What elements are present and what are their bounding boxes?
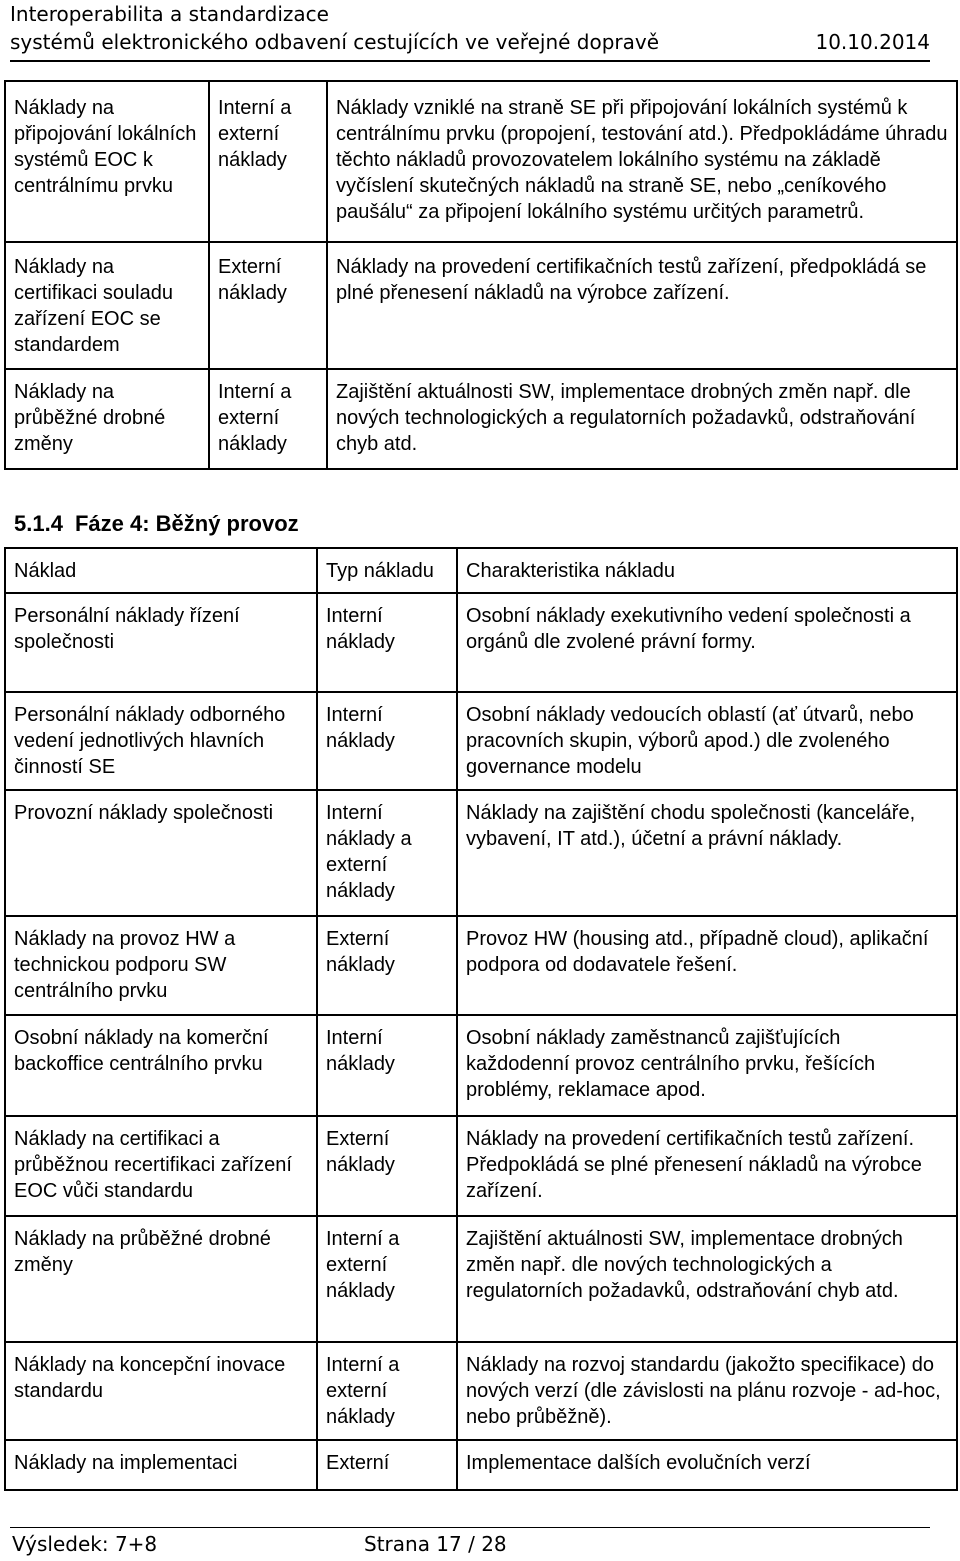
operation-cost-table: [4, 547, 958, 1491]
type-cell: Interní a externí náklady: [209, 81, 327, 242]
table-row: [5, 81, 957, 242]
cost-cell: Náklady na průběžné drobné změny: [5, 1216, 317, 1342]
type-cell: Externí: [317, 1440, 457, 1490]
type-cell: Interní a externí náklady: [209, 369, 327, 469]
table-row: [5, 1440, 957, 1490]
table-row: [5, 1015, 957, 1116]
column-header-cost: Náklad: [5, 548, 317, 593]
type-cell: Interní a externí náklady: [317, 1342, 457, 1440]
cost-cell: Náklady na koncepční inovace standardu: [5, 1342, 317, 1440]
continued-cost-table: [4, 80, 958, 470]
page-header: [10, 2, 930, 60]
table-row: [5, 790, 957, 916]
footer-result: Výsledek: 7+8: [12, 1532, 158, 1556]
type-cell: Interní náklady a externí náklady: [317, 790, 457, 916]
table-header-row: [5, 548, 957, 593]
footer-rule: [10, 1527, 930, 1528]
column-header-type: Typ nákladu: [317, 548, 457, 593]
description-cell: Osobní náklady vedoucích oblastí (ať útvarů, nebo pracovních skupin, výborů apod.) dle zvoleného governance modelu: [457, 692, 957, 790]
description-cell: Osobní náklady zaměstnanců zajišťujících každodenní provoz centrálního prvku, řešících problémy, reklamace apod.: [457, 1015, 957, 1116]
footer-page-number: Strana 17 / 28: [364, 1532, 507, 1556]
table-row: [5, 1342, 957, 1440]
cost-cell: Osobní náklady na komerční backoffice centrálního prvku: [5, 1015, 317, 1116]
type-cell: Externí náklady: [317, 916, 457, 1015]
section-title: Fáze 4: Běžný provoz: [74, 511, 299, 536]
section-heading: [14, 511, 299, 537]
description-cell: Zajištění aktuálnosti SW, implementace drobných změn např. dle nových technologických a regulatorních požadavků, odstraňování chyb atd.: [457, 1216, 957, 1342]
header-rule: [10, 60, 930, 62]
type-cell: Externí náklady: [317, 1116, 457, 1216]
table-row: [5, 242, 957, 369]
type-cell: Interní náklady: [317, 593, 457, 692]
description-cell: Náklady na zajištění chodu společnosti (kanceláře, vybavení, IT atd.), účetní a právní náklady.: [457, 790, 957, 916]
cost-cell: Náklady na certifikaci souladu zařízení EOC se standardem: [5, 242, 209, 369]
table-row: [5, 916, 957, 1015]
cost-cell: Náklady na certifikaci a průběžnou recertifikaci zařízení EOC vůči standardu: [5, 1116, 317, 1216]
cost-cell: Náklady na připojování lokálních systémů EOC k centrálnímu prvku: [5, 81, 209, 242]
type-cell: Interní náklady: [317, 1015, 457, 1116]
description-cell: Osobní náklady exekutivního vedení společnosti a orgánů dle zvolené právní formy.: [457, 593, 957, 692]
header-date: 10.10.2014: [815, 30, 930, 54]
cost-cell: Personální náklady odborného vedení jednotlivých hlavních činností SE: [5, 692, 317, 790]
table-row: [5, 369, 957, 469]
type-cell: Interní náklady: [317, 692, 457, 790]
table-row: [5, 692, 957, 790]
header-title: Interoperabilita a standardizace: [10, 2, 329, 26]
section-number: 5.1.4: [14, 511, 63, 536]
description-cell: Náklady na provedení certifikačních testů zařízení, předpokládá se plné přenesení nákladů na výrobce zařízení.: [327, 242, 957, 369]
table-row: [5, 1116, 957, 1216]
description-cell: Zajištění aktuálnosti SW, implementace drobných změn např. dle nových technologických a regulatorních požadavků, odstraňování chyb atd.: [327, 369, 957, 469]
type-cell: Interní a externí náklady: [317, 1216, 457, 1342]
description-cell: Náklady vzniklé na straně SE při připojování lokálních systémů k centrálnímu prvku (propojení, testování atd.). Předpokládáme úhradu těchto nákladů provozovatelem lokálního systému na základě vyčíslení skutečných nákladů na straně SE, nebo „ceníkového paušálu“ za připojení lokálního systému určitých parametrů.: [327, 81, 957, 242]
header-subtitle: systémů elektronického odbavení cestujících ve veřejné dopravě: [10, 30, 660, 54]
table-row: [5, 1216, 957, 1342]
description-cell: Provoz HW (housing atd., případně cloud), aplikační podpora od dodavatele řešení.: [457, 916, 957, 1015]
cost-cell: Náklady na průběžné drobné změny: [5, 369, 209, 469]
description-cell: Náklady na rozvoj standardu (jakožto specifikace) do nových verzí (dle závislosti na plánu rozvoje - ad-hoc, nebo průběžně).: [457, 1342, 957, 1440]
cost-cell: Náklady na provoz HW a technickou podporu SW centrálního prvku: [5, 916, 317, 1015]
cost-cell: Náklady na implementaci: [5, 1440, 317, 1490]
description-cell: Implementace dalších evolučních verzí: [457, 1440, 957, 1490]
cost-cell: Personální náklady řízení společnosti: [5, 593, 317, 692]
type-cell: Externí náklady: [209, 242, 327, 369]
cost-cell: Provozní náklady společnosti: [5, 790, 317, 916]
description-cell: Náklady na provedení certifikačních testů zařízení. Předpokládá se plné přenesení nákladů na výrobce zařízení.: [457, 1116, 957, 1216]
table-row: [5, 593, 957, 692]
column-header-description: Charakteristika nákladu: [457, 548, 957, 593]
